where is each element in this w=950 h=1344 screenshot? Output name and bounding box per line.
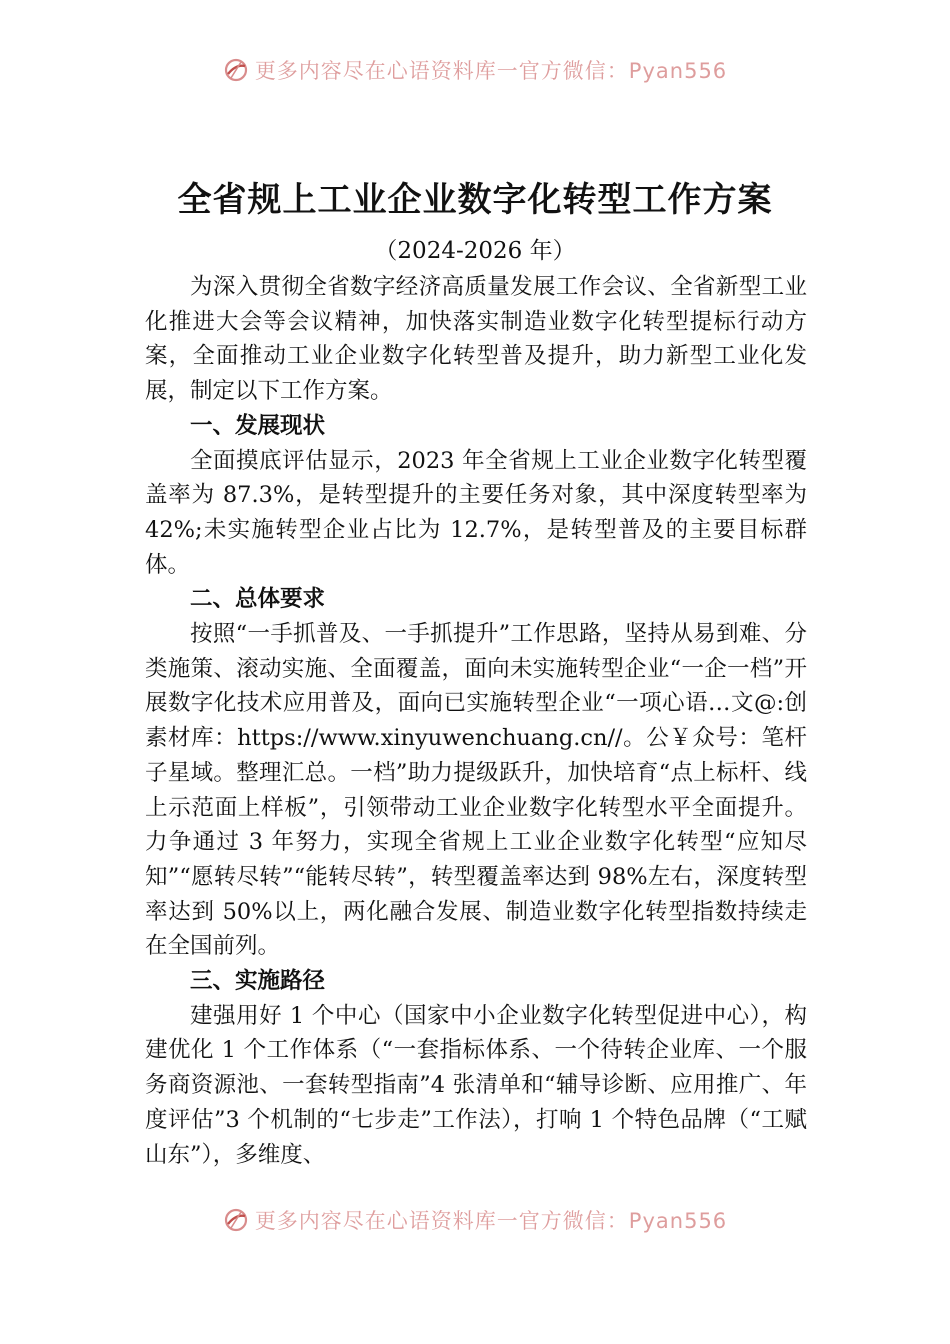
document-subtitle: （2024-2026 年） bbox=[374, 238, 576, 264]
section-3-paragraph: 建强用好 1 个中心（国家中小企业数字化转型促进中心），构建优化 1 个工作体系（“一套指标体系、一个待转企业库、一个服务商资源池、一套转型指南”4 张清单和“辅导诊断、应用推广、年度评估”3 个机制的“七步走”工作法），打响 1 个特色品牌（“工赋山东”），多维度、 bbox=[145, 1002, 807, 1168]
section-heading-2: 二、总体要求 bbox=[190, 586, 326, 613]
watermark-text: 更多内容尽在心语资料库一官方微信：Pyan556 bbox=[254, 59, 728, 83]
watermark-text: 更多内容尽在心语资料库一官方微信：Pyan556 bbox=[254, 1209, 728, 1233]
watermark-logo-icon bbox=[223, 1207, 249, 1233]
intro-paragraph: 为深入贯彻全省数字经济高质量发展工作会议、全省新型工业化推进大会等会议精神，加快落实制造业数字化转型提标行动方案，全面推动工业企业数字化转型普及提升，助力新型工业化发展，制定以下工作方案。 bbox=[145, 274, 807, 405]
watermark-logo-icon bbox=[223, 57, 249, 83]
document-body bbox=[145, 270, 807, 1172]
section-heading-1: 一、发展现状 bbox=[190, 412, 326, 439]
section-1-paragraph: 全面摸底评估显示，2023 年全省规上工业企业数字化转型覆盖率为 87.3%，是转型提升的主要任务对象，其中深度转型率为 42%;未实施转型企业占比为 12.7%，是转型普及的主要目标群体。 bbox=[145, 447, 807, 578]
section-heading-3: 三、实施路径 bbox=[190, 968, 326, 995]
section-2-text-a: 按照“一手抓普及、一手抓提升”工作思路，坚持从易到难、分类施策、滚动实施、全面覆盖，面向未实施转型企业“一企一档”开展数字化技术应用普及，面向已实施转型企业“一项心语…文@:创素材库： bbox=[145, 621, 807, 752]
watermark-header bbox=[0, 50, 950, 90]
website-url-text: https://www.xinyuwenchuang.cn//。 bbox=[237, 725, 647, 752]
watermark-footer bbox=[0, 1200, 950, 1240]
section-2-paragraph bbox=[145, 617, 807, 964]
section-2-text-b: 公￥众号：笔杆子星域。整理汇总。一档”助力提级跃升，加快培育“点上标杆、线上示范面上样板”，引领带动工业企业数字化转型水平全面提升。力争通过 3 年努力，实现全省规上工业企业数字化转型“应知尽知”“愿转尽转”“能转尽转”，转型覆盖率达到 98%左右，深度转型率达到 50%以上，两化融合发展、制造业数字化转型指数持续走在全国前列。 bbox=[145, 725, 807, 960]
document-title: 全省规上工业企业数字化转型工作方案 bbox=[177, 180, 773, 220]
